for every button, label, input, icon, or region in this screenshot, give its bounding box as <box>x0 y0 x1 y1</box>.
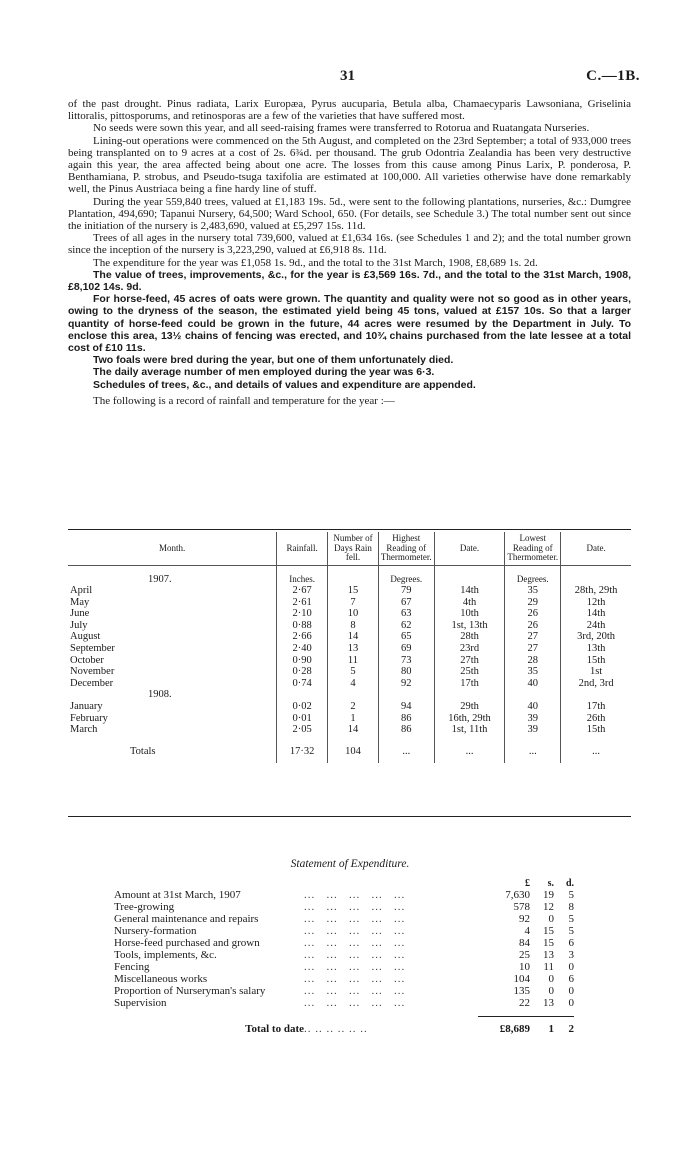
item-label: General maintenance and repairs <box>114 913 259 925</box>
rain-days-cell: 15 <box>328 585 379 597</box>
low-date-cell: 28th, 29th <box>561 585 631 597</box>
leader-dots: ... ... ... ... ... <box>304 985 406 997</box>
expenditure-item <box>114 949 574 961</box>
item-shillings: 19 <box>543 889 554 901</box>
year-row <box>68 565 631 585</box>
col-rain-days: Number of Days Rain fell. <box>328 532 379 565</box>
shillings-head: s. <box>547 878 554 889</box>
lowest-cell: 26 <box>505 620 561 632</box>
high-date-cell: 29th <box>434 701 505 713</box>
total-rainfall: 17·32 <box>277 736 328 764</box>
high-date-cell: 16th, 29th <box>434 713 505 725</box>
unit-inches: Inches. <box>277 565 328 585</box>
rain-days-cell: 13 <box>328 643 379 655</box>
month-cell: January <box>70 701 103 713</box>
item-label: Horse-feed purchased and grown <box>114 937 260 949</box>
low-date-cell: 13th <box>561 643 631 655</box>
item-label: Tools, implements, &c. <box>114 949 217 961</box>
item-pounds: 578 <box>513 901 530 913</box>
high-date-cell: 10th <box>434 608 505 620</box>
document-code: C.—1B. <box>586 68 640 84</box>
month-cell: December <box>70 677 114 689</box>
highest-cell: 63 <box>378 608 434 620</box>
currency-header <box>114 878 574 889</box>
expenditure-item <box>114 937 574 949</box>
empty-cell <box>277 689 328 701</box>
month-cell: November <box>70 666 115 678</box>
rain-days-cell: 14 <box>328 631 379 643</box>
item-label: Amount at 31st March, 1907 <box>114 889 241 901</box>
month-cell: August <box>70 631 101 643</box>
expenditure-total <box>114 1018 574 1036</box>
highest-cell: 73 <box>378 655 434 667</box>
highest-cell: 65 <box>378 631 434 643</box>
item-label: Nursery-formation <box>114 925 197 937</box>
expenditure-item <box>114 901 574 913</box>
col-highest: Highest Reading of Thermometer. <box>378 532 434 565</box>
totals-row <box>68 736 631 764</box>
rainfall-temperature-table <box>68 532 631 763</box>
item-pence: 3 <box>568 949 574 961</box>
lowest-cell: 40 <box>505 701 561 713</box>
month-cell: March <box>70 724 98 736</box>
month-cell: October <box>70 654 104 666</box>
unit-degrees: Degrees. <box>505 565 561 585</box>
year-label: 1908. <box>148 689 172 701</box>
item-pounds: 92 <box>519 913 530 925</box>
leader-dots: ... ... ... ... ... <box>304 997 406 1009</box>
rainfall-cell: 0·74 <box>277 678 328 690</box>
col-low-date: Date. <box>561 532 631 565</box>
table-row <box>68 620 631 632</box>
total-lowest: ... <box>505 736 561 764</box>
rain-days-cell: 2 <box>328 701 379 713</box>
empty-cell <box>328 689 379 701</box>
rain-days-cell: 11 <box>328 655 379 667</box>
high-date-cell: 1st, 11th <box>434 724 505 736</box>
highest-cell: 79 <box>378 585 434 597</box>
item-pence: 6 <box>568 973 574 985</box>
rainfall-cell: 2·10 <box>277 608 328 620</box>
paragraph: The value of trees, improvements, &c., for the year is £3,569 16s. 7d., and the total to the 31st March, 1908, £8,102 14s. 9d. <box>68 268 631 294</box>
month-cell: April <box>70 585 93 597</box>
col-month: Month. <box>68 532 277 565</box>
lowest-cell: 39 <box>505 713 561 725</box>
highest-cell: 86 <box>378 724 434 736</box>
rain-days-cell: 4 <box>328 678 379 690</box>
rainfall-cell: 0·90 <box>277 655 328 667</box>
item-shillings: 13 <box>543 997 554 1009</box>
low-date-cell: 24th <box>561 620 631 632</box>
lowest-cell: 35 <box>505 666 561 678</box>
table-row <box>68 608 631 620</box>
total-low-date: ... <box>561 736 631 764</box>
table-row <box>68 701 631 713</box>
table-row <box>68 724 631 736</box>
empty-cell <box>328 565 379 585</box>
leader-dots: ... ... ... ... ... <box>304 937 406 949</box>
item-pence: 0 <box>568 961 574 973</box>
empty-cell <box>434 689 505 701</box>
page-header <box>0 68 700 88</box>
item-pence: 5 <box>568 889 574 901</box>
paragraph: The following is a record of rainfall and temperature for the year :— <box>93 394 395 407</box>
month-cell: June <box>70 608 90 620</box>
year-label: 1907. <box>148 573 172 585</box>
lowest-cell: 39 <box>505 724 561 736</box>
item-shillings: 15 <box>543 925 554 937</box>
expenditure-item <box>114 889 574 901</box>
low-date-cell: 26th <box>561 713 631 725</box>
rainfall-cell: 2·05 <box>277 724 328 736</box>
item-pounds: 4 <box>524 925 530 937</box>
high-date-cell: 14th <box>434 585 505 597</box>
low-date-cell: 12th <box>561 597 631 609</box>
lowest-cell: 40 <box>505 678 561 690</box>
paragraph: Trees of all ages in the nursery total 739,600, valued at £1,634 16s. (see Schedules 1 and 2); and the total number grown since the inception of the nursery is 3,223,290, valued at £6,918 8s. 11d. <box>68 232 631 257</box>
item-pounds: 25 <box>519 949 530 961</box>
table-top-rule <box>68 529 631 530</box>
item-pence: 0 <box>568 985 574 997</box>
highest-cell: 86 <box>378 713 434 725</box>
total-shillings: 1 <box>548 1023 554 1035</box>
low-date-cell: 14th <box>561 608 631 620</box>
paragraph: No seeds were sown this year, and all seed-raising frames were transferred to Rotorua and Ruatangata Nurseries. <box>93 122 590 135</box>
leader-dots: ... ... ... ... ... <box>304 889 406 901</box>
rain-days-cell: 7 <box>328 597 379 609</box>
item-label: Fencing <box>114 961 150 973</box>
empty-cell <box>505 689 561 701</box>
expenditure-title: Statement of Expenditure. <box>290 858 410 870</box>
total-label: Total to date <box>245 1023 304 1035</box>
expenditure-item <box>114 997 574 1009</box>
high-date-cell: 17th <box>434 678 505 690</box>
col-rainfall: Rainfall. <box>277 532 328 565</box>
paragraph: For horse-feed, 45 acres of oats were grown. The quantity and quality were not so good as in other years, owing to the dryness of the season, the estimated yield being 45 tons, valued at £157 10s. So that a larger quantity of horse-feed could be grown in the future, 44 acres were resumed by the Department in July. To enclose this area, 13½ chains of fencing was erected, and 10¾ chains purchased from the late lessee at a total cost of £10 11s. <box>68 293 631 355</box>
rain-days-cell: 10 <box>328 608 379 620</box>
high-date-cell: 28th <box>434 631 505 643</box>
rainfall-cell: 0·88 <box>277 620 328 632</box>
item-shillings: 0 <box>548 973 554 985</box>
rain-days-cell: 5 <box>328 666 379 678</box>
rainfall-cell: 2·67 <box>277 585 328 597</box>
leader-dots: ... ... ... ... ... <box>304 901 406 913</box>
expenditure-item <box>114 925 574 937</box>
month-cell: May <box>70 596 90 608</box>
table-row <box>68 655 631 667</box>
table-row <box>68 666 631 678</box>
item-pounds: 22 <box>519 997 530 1009</box>
item-shillings: 0 <box>548 985 554 997</box>
expenditure-item <box>114 913 574 925</box>
low-date-cell: 1st <box>561 666 631 678</box>
item-label: Supervision <box>114 997 167 1009</box>
leader-dots: ... ... ... ... ... <box>304 949 406 961</box>
total-pounds: £8,689 <box>499 1023 530 1035</box>
month-cell: February <box>70 712 108 724</box>
total-high-date: ... <box>434 736 505 764</box>
unit-degrees: Degrees. <box>378 565 434 585</box>
paragraph: The daily average number of men employed during the year was 6·3. <box>93 366 435 379</box>
paragraph: The expenditure for the year was £1,058 1s. 9d., and the total to the 31st March, 1908, £8,689 1s. 2d. <box>93 256 538 269</box>
rainfall-cell: 0·02 <box>277 701 328 713</box>
item-shillings: 11 <box>543 961 554 973</box>
highest-cell: 67 <box>378 597 434 609</box>
item-label: Tree-growing <box>114 901 175 913</box>
highest-cell: 92 <box>378 678 434 690</box>
table-row <box>68 597 631 609</box>
low-date-cell: 15th <box>561 655 631 667</box>
high-date-cell: 1st, 13th <box>434 620 505 632</box>
year-row <box>68 689 631 701</box>
item-pence: 6 <box>568 937 574 949</box>
item-shillings: 15 <box>543 937 554 949</box>
expenditure-item <box>114 961 574 973</box>
item-label: Proportion of Nurseryman's salary <box>114 985 266 997</box>
high-date-cell: 23rd <box>434 643 505 655</box>
item-pounds: 135 <box>513 985 530 997</box>
lowest-cell: 35 <box>505 585 561 597</box>
expenditure-item <box>114 985 574 997</box>
total-rule <box>478 1016 574 1017</box>
item-shillings: 13 <box>543 949 554 961</box>
highest-cell: 69 <box>378 643 434 655</box>
paragraph: Two foals were bred during the year, but one of them unfortunately died. <box>93 354 454 367</box>
highest-cell: 94 <box>378 701 434 713</box>
highest-cell: 62 <box>378 620 434 632</box>
high-date-cell: 4th <box>434 597 505 609</box>
item-shillings: 12 <box>543 901 554 913</box>
total-rain-days: 104 <box>328 736 379 764</box>
table-row <box>68 643 631 655</box>
high-date-cell: 25th <box>434 666 505 678</box>
expenditure-statement <box>114 878 574 1009</box>
total-month: Totals <box>130 745 156 757</box>
page-number: 31 <box>340 68 355 84</box>
table-row <box>68 631 631 643</box>
empty-cell <box>434 565 505 585</box>
highest-cell: 80 <box>378 666 434 678</box>
empty-cell <box>561 689 631 701</box>
empty-cell <box>561 565 631 585</box>
rainfall-cell: 0·28 <box>277 666 328 678</box>
leader-dots: ... ... ... ... ... <box>304 961 406 973</box>
high-date-cell: 27th <box>434 655 505 667</box>
item-pence: 5 <box>568 913 574 925</box>
lowest-cell: 29 <box>505 597 561 609</box>
rainfall-cell: 0·01 <box>277 713 328 725</box>
item-pence: 8 <box>568 901 574 913</box>
item-pounds: 104 <box>513 973 530 985</box>
rain-days-cell: 8 <box>328 620 379 632</box>
col-high-date: Date. <box>434 532 505 565</box>
item-pence: 5 <box>568 925 574 937</box>
paragraph: Lining-out operations were commenced on the 5th August, and completed on the 23rd September; a total of 933,000 trees being transplanted on to 9 acres at a cost of 2s. 6¾d. per thousand. The grub Odontria Zealandia has been very destructive again this year, the area affected being about one acre. The losses from this cause among Pinus Larix, P. ponderosa, P. Benthamiana, P. strobus, and Pseudo-tsuga taxifolia are estimated at 100,000. All varieties otherwise have done remarkably well, the Pinus Austriaca being a fine hardy line of stuff. <box>68 134 631 196</box>
rainfall-cell: 2·40 <box>277 643 328 655</box>
lowest-cell: 26 <box>505 608 561 620</box>
pence-head: d. <box>565 878 574 889</box>
rainfall-cell: 2·66 <box>277 631 328 643</box>
pounds-head: £ <box>525 878 530 889</box>
total-highest: ... <box>378 736 434 764</box>
table-row <box>68 585 631 597</box>
item-pounds: 7,630 <box>505 889 530 901</box>
rain-days-cell: 14 <box>328 724 379 736</box>
rainfall-cell: 2·61 <box>277 597 328 609</box>
low-date-cell: 17th <box>561 701 631 713</box>
item-pounds: 10 <box>519 961 530 973</box>
leader-dots: .. .. .. .. .. .. <box>304 1023 368 1035</box>
lowest-cell: 28 <box>505 655 561 667</box>
month-cell: July <box>70 619 88 631</box>
item-shillings: 0 <box>548 913 554 925</box>
expenditure-item <box>114 973 574 985</box>
table-row <box>68 713 631 725</box>
total-row <box>114 1022 574 1036</box>
item-pence: 0 <box>568 997 574 1009</box>
rain-days-cell: 1 <box>328 713 379 725</box>
paragraph: Schedules of trees, &c., and details of values and expenditure are appended. <box>93 378 476 391</box>
lowest-cell: 27 <box>505 643 561 655</box>
lowest-cell: 27 <box>505 631 561 643</box>
leader-dots: ... ... ... ... ... <box>304 925 406 937</box>
body-text <box>68 98 631 407</box>
table-header-row <box>68 532 631 565</box>
low-date-cell: 15th <box>561 724 631 736</box>
item-label: Miscellaneous works <box>114 973 208 985</box>
total-pence: 2 <box>568 1023 574 1035</box>
low-date-cell: 3rd, 20th <box>561 631 631 643</box>
leader-dots: ... ... ... ... ... <box>304 913 406 925</box>
paragraph: of the past drought. Pinus radiata, Larix Europæa, Pyrus aucuparia, Betula alba, Chamaecyparis Lawsoniana, Griselinia littoralis, pittosporums, and retinosporas are a few of the varieties that have suffered most. <box>68 98 631 123</box>
month-cell: September <box>70 643 115 655</box>
empty-cell <box>378 689 434 701</box>
table-row <box>68 678 631 690</box>
leader-dots: ... ... ... ... ... <box>304 973 406 985</box>
paragraph: During the year 559,840 trees, valued at £1,183 19s. 5d., were sent to the following plantations, nurseries, &c.: Dumgree Plantation, 494,690; Tapanui Nursery, 64,500; Ward School, 650. (For details, see Schedule 3.) The total number sent out since the initiation of the nursery is 2,483,690, valued at £5,297 15s. 11d. <box>68 195 631 233</box>
low-date-cell: 2nd, 3rd <box>561 678 631 690</box>
item-pounds: 84 <box>519 937 530 949</box>
table-bottom-rule <box>68 816 631 817</box>
col-lowest: Lowest Reading of Thermometer. <box>505 532 561 565</box>
